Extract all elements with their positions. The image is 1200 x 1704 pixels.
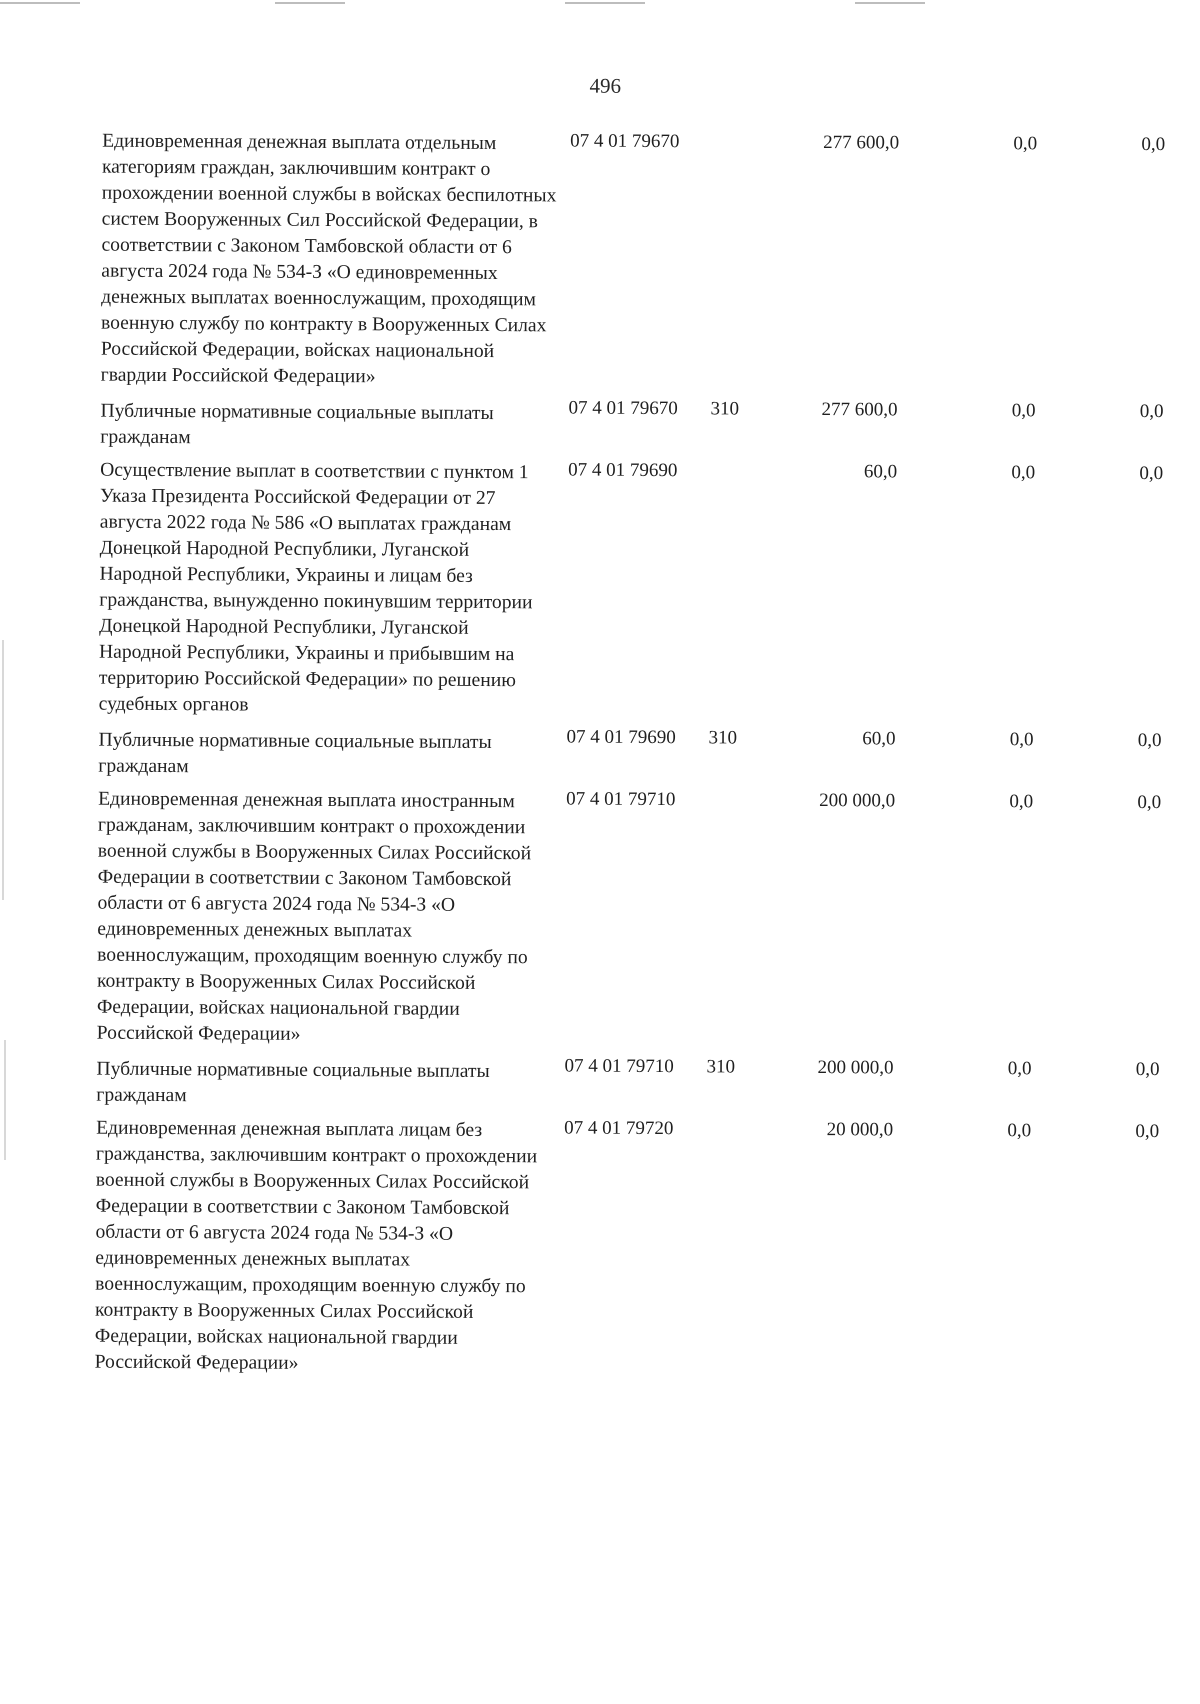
row-year2-amount: 0,0 — [893, 1117, 1031, 1144]
row-description: Единовременная денежная выплата иностранным гражданам, заключившим контракт о прохождении военной службы в Вооруженных Силах Российской Федерации в соответствии с Законом Тамбовской области от 6 августа 2024 года № 534-З «О единовременных денежных выплатах военнослужащим, проходящим военную службу по контракту в Вооруженных Силах Российской Федерации, войсках национальной гвардии Российской Федерации» — [97, 784, 554, 1050]
page-number: 496 — [589, 74, 621, 99]
table-row — [96, 1051, 1166, 1116]
table-row — [99, 455, 1171, 725]
row-year2-amount: 0,0 — [899, 130, 1037, 157]
row-target-code: 07 4 01 79710 — [551, 1053, 704, 1080]
row-target-code: 07 4 01 79690 — [553, 724, 706, 751]
table-row — [100, 393, 1170, 458]
table-row — [95, 1113, 1167, 1383]
row-year3-amount: 0,0 — [1031, 1118, 1159, 1145]
row-description: Публичные нормативные социальные выплаты гражданам — [100, 393, 555, 454]
row-expense-type: 310 — [704, 1054, 761, 1080]
row-expense-type: 310 — [706, 725, 763, 751]
row-amount: 277 600,0 — [765, 397, 897, 424]
row-year3-amount: 0,0 — [1035, 398, 1163, 425]
row-amount: 60,0 — [765, 459, 897, 486]
row-target-code: 07 4 01 79720 — [551, 1115, 704, 1142]
row-amount: 20 000,0 — [761, 1117, 893, 1144]
row-year2-amount: 0,0 — [897, 397, 1035, 424]
row-description: Единовременная денежная выплата отдельным категориям граждан, заключившим контракт о прохождении военной службы в войсках беспилотных систем Вооруженных Сил Российской Федерации, в соответствии с Законом Тамбовской области от 6 августа 2024 года № 534-З «О единовременных денежных выплатах военнослужащим, проходящим военную службу по контракту в Вооруженных Силах Российской Федерации, войсках национальной гвардии Российской Федерации» — [101, 126, 558, 392]
row-year2-amount: 0,0 — [893, 1055, 1031, 1082]
scan-artifact — [275, 2, 345, 4]
row-year3-amount: 0,0 — [1035, 460, 1163, 487]
row-amount: 200 000,0 — [761, 1055, 893, 1082]
row-target-code: 07 4 01 79670 — [555, 395, 708, 422]
row-amount: 277 600,0 — [767, 130, 899, 157]
row-year2-amount: 0,0 — [897, 459, 1035, 486]
row-description: Единовременная денежная выплата лицам без гражданства, заключившим контракт о прохождении военной службы в Вооруженных Силах Российской Федерации в соответствии с Законом Тамбовской области от 6 августа 2024 года № 534-З «О единовременных денежных выплатах военнослужащим, проходящим военную службу по контракту в Вооруженных Силах Российской Федерации, войсках национальной гвардии Российской Федерации» — [95, 1113, 552, 1379]
row-description: Публичные нормативные социальные выплаты гражданам — [98, 722, 553, 783]
scan-artifact — [855, 2, 925, 4]
row-year3-amount: 0,0 — [1033, 789, 1161, 816]
row-year3-amount: 0,0 — [1031, 1056, 1159, 1083]
table-row — [98, 722, 1168, 787]
scan-artifact — [565, 2, 645, 4]
scan-artifact — [0, 2, 80, 4]
row-year2-amount: 0,0 — [895, 788, 1033, 815]
row-target-code: 07 4 01 79710 — [553, 786, 706, 813]
row-description: Публичные нормативные социальные выплаты гражданам — [96, 1051, 551, 1112]
row-description: Осуществление выплат в соответствии с пунктом 1 Указа Президента Российской Федерации от 27 августа 2022 года № 586 «О выплатах гражданам Донецкой Народной Республики, Луганской Народной Республики, Украины и лицам без гражданства, вынужденно покинувшим территории Донецкой Народной Республики, Луганской Народной Республики, Украины и прибывшим на территорию Российской Федерации» по решению судебных органов — [99, 455, 556, 721]
table-row — [97, 784, 1169, 1054]
scan-artifact — [4, 1040, 6, 1160]
row-year2-amount: 0,0 — [895, 726, 1033, 753]
row-amount: 200 000,0 — [763, 788, 895, 815]
row-target-code: 07 4 01 79690 — [555, 457, 708, 484]
row-expense-type: 310 — [708, 396, 765, 422]
budget-table — [95, 126, 1173, 1387]
row-amount: 60,0 — [763, 726, 895, 753]
row-target-code: 07 4 01 79670 — [557, 128, 710, 155]
row-year3-amount: 0,0 — [1033, 727, 1161, 754]
row-year3-amount: 0,0 — [1037, 131, 1165, 158]
scan-artifact — [2, 640, 4, 900]
table-row — [101, 126, 1173, 396]
